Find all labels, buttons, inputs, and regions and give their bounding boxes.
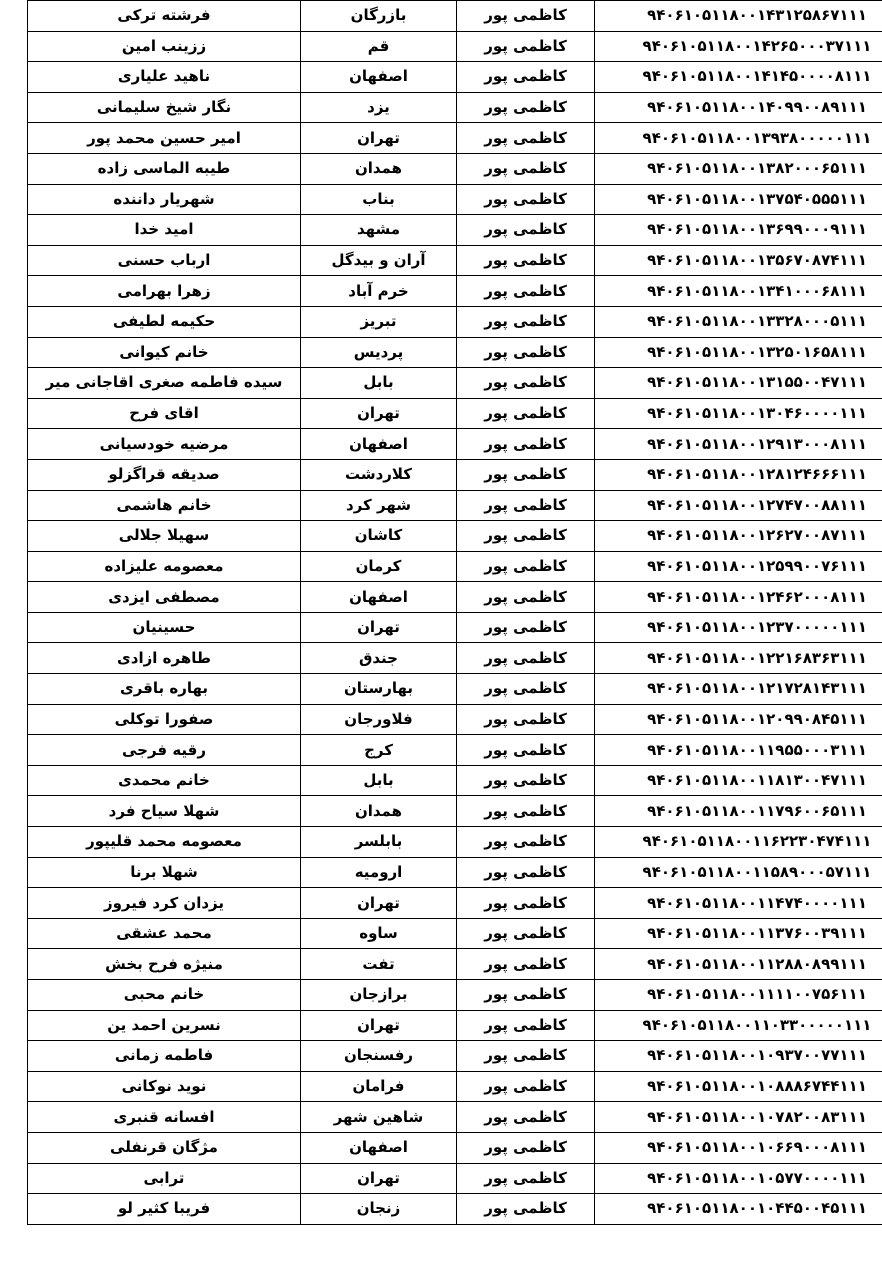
tracking-code-cell: ۹۴۰۶۱۰۵۱۱۸۰۰۱۳۳۲۸۰۰۰۵۱۱۱ <box>595 306 882 337</box>
table-row <box>28 1041 882 1072</box>
recipient-name-cell: منیژه فرح بخش <box>28 949 301 980</box>
recipient-name-cell: اقای فرح <box>28 398 301 429</box>
table-row <box>28 62 882 93</box>
city-cell: بابل <box>301 765 457 796</box>
recipient-name-cell: معصومه محمد قلیپور <box>28 827 301 858</box>
sender-cell: کاظمی پور <box>457 245 595 276</box>
table-row <box>28 276 882 307</box>
recipient-name-cell: ارباب حسنی <box>28 245 301 276</box>
table-body <box>28 1 882 1225</box>
sender-cell: کاظمی پور <box>457 1071 595 1102</box>
sender-cell: کاظمی پور <box>457 643 595 674</box>
tracking-code-cell: ۹۴۰۶۱۰۵۱۱۸۰۰۱۳۱۵۵۰۰۴۷۱۱۱ <box>595 368 882 399</box>
tracking-code-cell: ۹۴۰۶۱۰۵۱۱۸۰۰۱۳۰۴۶۰۰۰۰۱۱۱ <box>595 398 882 429</box>
city-cell: اصفهان <box>301 62 457 93</box>
recipient-name-cell: مرضیه خودسیانی <box>28 429 301 460</box>
sender-cell: کاظمی پور <box>457 888 595 919</box>
sender-cell: کاظمی پور <box>457 857 595 888</box>
city-cell: تهران <box>301 612 457 643</box>
sender-cell: کاظمی پور <box>457 276 595 307</box>
recipient-name-cell: یزدان کرد فیروز <box>28 888 301 919</box>
tracking-code-cell: ۹۴۰۶۱۰۵۱۱۸۰۰۱۲۳۷۰۰۰۰۰۱۱۱ <box>595 612 882 643</box>
recipient-name-cell: فرشته ترکی <box>28 1 301 32</box>
table-row <box>28 1 882 32</box>
table-row <box>28 796 882 827</box>
sender-cell: کاظمی پور <box>457 1132 595 1163</box>
tracking-code-cell: ۹۴۰۶۱۰۵۱۱۸۰۰۱۲۹۱۳۰۰۰۸۱۱۱ <box>595 429 882 460</box>
recipient-name-cell: افسانه قنبری <box>28 1102 301 1133</box>
table-row <box>28 857 882 888</box>
recipient-name-cell: خانم هاشمی <box>28 490 301 521</box>
sender-cell: کاظمی پور <box>457 1163 595 1194</box>
table-row <box>28 429 882 460</box>
city-cell: بازرگان <box>301 1 457 32</box>
tracking-code-cell: ۹۴۰۶۱۰۵۱۱۸۰۰۱۴۲۶۵۰۰۰۳۷۱۱۱ <box>595 31 882 62</box>
sender-cell: کاظمی پور <box>457 398 595 429</box>
sender-cell: کاظمی پور <box>457 827 595 858</box>
tracking-code-cell: ۹۴۰۶۱۰۵۱۱۸۰۰۱۲۸۱۲۴۶۶۶۱۱۱ <box>595 459 882 490</box>
sender-cell: کاظمی پور <box>457 92 595 123</box>
sender-cell: کاظمی پور <box>457 704 595 735</box>
sender-cell: کاظمی پور <box>457 123 595 154</box>
city-cell: تبریز <box>301 306 457 337</box>
city-cell: شهر کرد <box>301 490 457 521</box>
recipient-name-cell: نوید نوکانی <box>28 1071 301 1102</box>
recipient-name-cell: حکیمه لطیفی <box>28 306 301 337</box>
city-cell: تهران <box>301 1010 457 1041</box>
tracking-code-cell: ۹۴۰۶۱۰۵۱۱۸۰۰۱۲۷۴۷۰۰۸۸۱۱۱ <box>595 490 882 521</box>
table-row <box>28 888 882 919</box>
tracking-code-cell: ۹۴۰۶۱۰۵۱۱۸۰۰۱۲۲۱۶۸۳۶۳۱۱۱ <box>595 643 882 674</box>
sender-cell: کاظمی پور <box>457 459 595 490</box>
tracking-code-cell: ۹۴۰۶۱۰۵۱۱۸۰۰۱۱۸۱۳۰۰۴۷۱۱۱ <box>595 765 882 796</box>
tracking-code-cell: ۹۴۰۶۱۰۵۱۱۸۰۰۱۴۱۴۵۰۰۰۰۸۱۱۱ <box>595 62 882 93</box>
tracking-code-cell: ۹۴۰۶۱۰۵۱۱۸۰۰۱۰۶۶۹۰۰۰۸۱۱۱ <box>595 1132 882 1163</box>
table-row <box>28 153 882 184</box>
sender-cell: کاظمی پور <box>457 551 595 582</box>
city-cell: پردیس <box>301 337 457 368</box>
city-cell: شاهین شهر <box>301 1102 457 1133</box>
table-row <box>28 1132 882 1163</box>
city-cell: بناب <box>301 184 457 215</box>
tracking-code-cell: ۹۴۰۶۱۰۵۱۱۸۰۰۱۳۵۶۷۰۸۷۴۱۱۱ <box>595 245 882 276</box>
recipient-name-cell: بهاره باقری <box>28 674 301 705</box>
tracking-code-cell: ۹۴۰۶۱۰۵۱۱۸۰۰۱۳۷۵۴۰۵۵۵۱۱۱ <box>595 184 882 215</box>
recipient-name-cell: زهرا بهرامی <box>28 276 301 307</box>
recipient-name-cell: طیبه الماسی زاده <box>28 153 301 184</box>
city-cell: برازجان <box>301 980 457 1011</box>
recipient-name-cell: معصومه علیزاده <box>28 551 301 582</box>
table-row <box>28 643 882 674</box>
table-row <box>28 704 882 735</box>
city-cell: اصفهان <box>301 429 457 460</box>
sender-cell: کاظمی پور <box>457 765 595 796</box>
table-row <box>28 306 882 337</box>
recipient-name-cell: حسینیان <box>28 612 301 643</box>
sender-cell: کاظمی پور <box>457 1102 595 1133</box>
city-cell: بهارستان <box>301 674 457 705</box>
tracking-code-cell: ۹۴۰۶۱۰۵۱۱۸۰۰۱۳۶۹۹۰۰۰۹۱۱۱ <box>595 215 882 246</box>
table-row <box>28 123 882 154</box>
table-row <box>28 398 882 429</box>
sender-cell: کاظمی پور <box>457 1010 595 1041</box>
city-cell: جندق <box>301 643 457 674</box>
sender-cell: کاظمی پور <box>457 215 595 246</box>
sender-cell: کاظمی پور <box>457 735 595 766</box>
sender-cell: کاظمی پور <box>457 1041 595 1072</box>
city-cell: قم <box>301 31 457 62</box>
sender-cell: کاظمی پور <box>457 306 595 337</box>
tracking-code-cell: ۹۴۰۶۱۰۵۱۱۸۰۰۱۱۳۷۶۰۰۳۹۱۱۱ <box>595 918 882 949</box>
city-cell: مشهد <box>301 215 457 246</box>
recipient-name-cell: رقیه فرجی <box>28 735 301 766</box>
table-row <box>28 337 882 368</box>
recipient-name-cell: شهلا سیاح فرد <box>28 796 301 827</box>
city-cell: کرمان <box>301 551 457 582</box>
tracking-code-cell: ۹۴۰۶۱۰۵۱۱۸۰۰۱۱۱۱۰۰۷۵۶۱۱۱ <box>595 980 882 1011</box>
tracking-code-cell: ۹۴۰۶۱۰۵۱۱۸۰۰۱۰۹۳۷۰۰۷۷۱۱۱ <box>595 1041 882 1072</box>
table-row <box>28 1194 882 1225</box>
tracking-code-cell: ۹۴۰۶۱۰۵۱۱۸۰۰۱۳۴۱۰۰۰۶۸۱۱۱ <box>595 276 882 307</box>
table-row <box>28 735 882 766</box>
table-row <box>28 92 882 123</box>
city-cell: تهران <box>301 398 457 429</box>
recipient-name-cell: فریبا کثیر لو <box>28 1194 301 1225</box>
recipient-name-cell: مصطفی ایزدی <box>28 582 301 613</box>
table-row <box>28 980 882 1011</box>
recipient-name-cell: محمد عشقی <box>28 918 301 949</box>
table-row <box>28 1010 882 1041</box>
tracking-code-cell: ۹۴۰۶۱۰۵۱۱۸۰۰۱۲۶۲۷۰۰۸۷۱۱۱ <box>595 521 882 552</box>
sender-cell: کاظمی پور <box>457 368 595 399</box>
table-row <box>28 827 882 858</box>
recipient-name-cell: شهریار داننده <box>28 184 301 215</box>
city-cell: زنجان <box>301 1194 457 1225</box>
city-cell: یزد <box>301 92 457 123</box>
sender-cell: کاظمی پور <box>457 62 595 93</box>
tracking-code-cell: ۹۴۰۶۱۰۵۱۱۸۰۰۱۴۰۹۹۰۰۸۹۱۱۱ <box>595 92 882 123</box>
recipient-name-cell: خانم کیوانی <box>28 337 301 368</box>
city-cell: اصفهان <box>301 582 457 613</box>
sender-cell: کاظمی پور <box>457 31 595 62</box>
city-cell: تهران <box>301 123 457 154</box>
tracking-code-cell: ۹۴۰۶۱۰۵۱۱۸۰۰۱۳۹۳۸۰۰۰۰۰۱۱۱ <box>595 123 882 154</box>
recipient-name-cell: ترابی <box>28 1163 301 1194</box>
recipient-name-cell: طاهره ازادی <box>28 643 301 674</box>
recipient-name-cell: صدیقه قراگزلو <box>28 459 301 490</box>
tracking-code-cell: ۹۴۰۶۱۰۵۱۱۸۰۰۱۰۷۸۲۰۰۸۳۱۱۱ <box>595 1102 882 1133</box>
city-cell: اصفهان <box>301 1132 457 1163</box>
table-row <box>28 245 882 276</box>
recipient-name-cell: ناهید علیاری <box>28 62 301 93</box>
city-cell: خرم آباد <box>301 276 457 307</box>
city-cell: همدان <box>301 796 457 827</box>
sender-cell: کاظمی پور <box>457 490 595 521</box>
city-cell: کرج <box>301 735 457 766</box>
sender-cell: کاظمی پور <box>457 1194 595 1225</box>
table-row <box>28 551 882 582</box>
recipient-name-cell: شهلا برنا <box>28 857 301 888</box>
recipient-name-cell: مژگان قرنفلی <box>28 1132 301 1163</box>
table-row <box>28 582 882 613</box>
table-row <box>28 1163 882 1194</box>
table-row <box>28 674 882 705</box>
tracking-code-cell: ۹۴۰۶۱۰۵۱۱۸۰۰۱۲۰۹۹۰۸۴۵۱۱۱ <box>595 704 882 735</box>
city-cell: همدان <box>301 153 457 184</box>
recipient-name-cell: سهیلا جلالی <box>28 521 301 552</box>
tracking-code-cell: ۹۴۰۶۱۰۵۱۱۸۰۰۱۲۴۶۲۰۰۰۸۱۱۱ <box>595 582 882 613</box>
city-cell: کاشان <box>301 521 457 552</box>
tracking-code-cell: ۹۴۰۶۱۰۵۱۱۸۰۰۱۱۶۲۲۳۰۴۷۴۱۱۱ <box>595 827 882 858</box>
sender-cell: کاظمی پور <box>457 980 595 1011</box>
city-cell: رفسنجان <box>301 1041 457 1072</box>
table-row <box>28 765 882 796</box>
table-row <box>28 490 882 521</box>
table-row <box>28 949 882 980</box>
table-row <box>28 521 882 552</box>
city-cell: ساوه <box>301 918 457 949</box>
table-row <box>28 184 882 215</box>
table-row <box>28 1071 882 1102</box>
recipient-name-cell: ززینب امین <box>28 31 301 62</box>
sender-cell: کاظمی پور <box>457 612 595 643</box>
sender-cell: کاظمی پور <box>457 1 595 32</box>
recipient-name-cell: امیر حسین محمد پور <box>28 123 301 154</box>
table-row <box>28 215 882 246</box>
tracking-code-cell: ۹۴۰۶۱۰۵۱۱۸۰۰۱۱۰۳۳۰۰۰۰۰۱۱۱ <box>595 1010 882 1041</box>
city-cell: کلاردشت <box>301 459 457 490</box>
tracking-code-cell: ۹۴۰۶۱۰۵۱۱۸۰۰۱۱۴۷۴۰۰۰۰۱۱۱ <box>595 888 882 919</box>
city-cell: فلاورجان <box>301 704 457 735</box>
table-row <box>28 31 882 62</box>
city-cell: آران و بیدگل <box>301 245 457 276</box>
sender-cell: کاظمی پور <box>457 153 595 184</box>
tracking-code-cell: ۹۴۰۶۱۰۵۱۱۸۰۰۱۴۳۱۲۵۸۶۷۱۱۱ <box>595 1 882 32</box>
table-row <box>28 612 882 643</box>
tracking-code-cell: ۹۴۰۶۱۰۵۱۱۸۰۰۱۱۵۸۹۰۰۰۵۷۱۱۱ <box>595 857 882 888</box>
tracking-code-cell: ۹۴۰۶۱۰۵۱۱۸۰۰۱۰۵۷۷۰۰۰۰۱۱۱ <box>595 1163 882 1194</box>
city-cell: بابل <box>301 368 457 399</box>
city-cell: تهران <box>301 1163 457 1194</box>
tracking-code-cell: ۹۴۰۶۱۰۵۱۱۸۰۰۱۳۲۵۰۱۶۵۸۱۱۱ <box>595 337 882 368</box>
tracking-code-cell: ۹۴۰۶۱۰۵۱۱۸۰۰۱۰۴۴۵۰۰۴۵۱۱۱ <box>595 1194 882 1225</box>
recipient-name-cell: خانم محمدی <box>28 765 301 796</box>
sender-cell: کاظمی پور <box>457 674 595 705</box>
table-row <box>28 918 882 949</box>
tracking-code-cell: ۹۴۰۶۱۰۵۱۱۸۰۰۱۲۱۷۲۸۱۴۳۱۱۱ <box>595 674 882 705</box>
city-cell: تفت <box>301 949 457 980</box>
recipient-name-cell: خانم محبی <box>28 980 301 1011</box>
sender-cell: کاظمی پور <box>457 429 595 460</box>
sender-cell: کاظمی پور <box>457 521 595 552</box>
sender-cell: کاظمی پور <box>457 337 595 368</box>
tracking-code-cell: ۹۴۰۶۱۰۵۱۱۸۰۰۱۱۹۵۵۰۰۰۳۱۱۱ <box>595 735 882 766</box>
sender-cell: کاظمی پور <box>457 184 595 215</box>
shipment-table <box>27 0 882 1225</box>
recipient-name-cell: صفورا توکلی <box>28 704 301 735</box>
city-cell: بابلسر <box>301 827 457 858</box>
sender-cell: کاظمی پور <box>457 949 595 980</box>
sender-cell: کاظمی پور <box>457 918 595 949</box>
tracking-code-cell: ۹۴۰۶۱۰۵۱۱۸۰۰۱۱۷۹۶۰۰۶۵۱۱۱ <box>595 796 882 827</box>
recipient-name-cell: امید خدا <box>28 215 301 246</box>
city-cell: فرامان <box>301 1071 457 1102</box>
table-row <box>28 1102 882 1133</box>
tracking-code-cell: ۹۴۰۶۱۰۵۱۱۸۰۰۱۰۸۸۸۶۷۴۴۱۱۱ <box>595 1071 882 1102</box>
recipient-name-cell: نگار شیخ سلیمانی <box>28 92 301 123</box>
city-cell: تهران <box>301 888 457 919</box>
recipient-name-cell: فاطمه زمانی <box>28 1041 301 1072</box>
tracking-code-cell: ۹۴۰۶۱۰۵۱۱۸۰۰۱۱۲۸۸۰۸۹۹۱۱۱ <box>595 949 882 980</box>
tracking-code-cell: ۹۴۰۶۱۰۵۱۱۸۰۰۱۳۸۲۰۰۰۶۵۱۱۱ <box>595 153 882 184</box>
recipient-name-cell: سیده فاطمه صغری اقاجانی میر <box>28 368 301 399</box>
recipient-name-cell: نسرین احمد ین <box>28 1010 301 1041</box>
table-row <box>28 459 882 490</box>
tracking-code-cell: ۹۴۰۶۱۰۵۱۱۸۰۰۱۲۵۹۹۰۰۷۶۱۱۱ <box>595 551 882 582</box>
table-row <box>28 368 882 399</box>
city-cell: ارومیه <box>301 857 457 888</box>
sender-cell: کاظمی پور <box>457 582 595 613</box>
sender-cell: کاظمی پور <box>457 796 595 827</box>
